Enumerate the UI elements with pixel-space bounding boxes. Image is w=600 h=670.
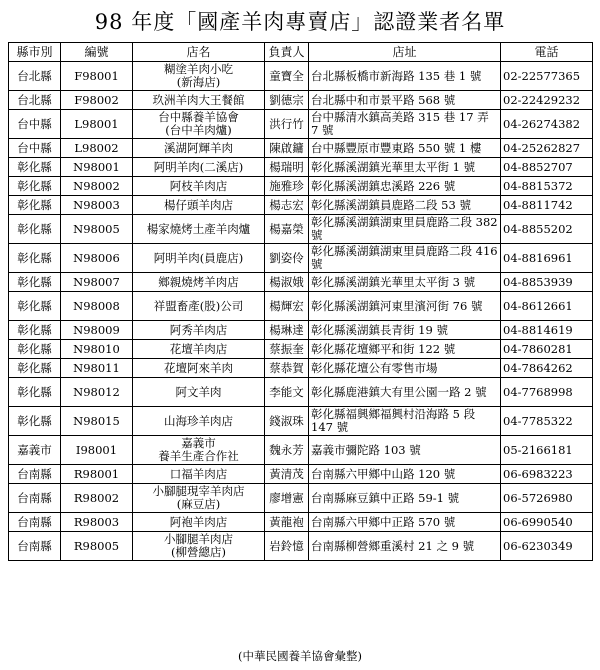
phone-cell: 04-26274382	[501, 110, 593, 139]
table-row	[9, 513, 593, 532]
table-header-row	[9, 43, 593, 62]
table-row	[9, 273, 593, 292]
store-name-cell	[133, 244, 265, 273]
city-cell: 彰化縣	[9, 321, 61, 340]
address-cell: 彰化縣花壇公有零售市場	[309, 359, 501, 378]
city-cell: 台南縣	[9, 484, 61, 513]
store-name-cell	[133, 139, 265, 158]
table-row	[9, 407, 593, 436]
store-name-cell	[133, 215, 265, 244]
source-note: (中華民國養羊協會彙整)	[238, 649, 362, 663]
phone-cell: 06-5726980	[501, 484, 593, 513]
table-row	[9, 158, 593, 177]
code-cell: F98001	[61, 62, 133, 91]
code-cell: R98003	[61, 513, 133, 532]
address-cell: 彰化縣福興鄉福興村沿海路 5 段 147 號	[309, 407, 501, 436]
store-name: 糊塗羊肉小吃	[164, 62, 233, 76]
store-branch: 養羊生產合作社	[158, 449, 239, 463]
store-name: 阿明羊肉(員鹿店)	[153, 250, 244, 265]
store-name: 阿秀羊肉店	[169, 322, 228, 337]
code-cell: N98007	[61, 273, 133, 292]
address-cell: 彰化縣溪湖鎮河東里濱河街 76 號	[309, 292, 501, 321]
address-cell: 彰化縣溪湖鎮忠溪路 226 號	[309, 177, 501, 196]
phone-cell: 05-2166181	[501, 436, 593, 465]
store-name: 阿明羊肉(二溪店)	[153, 159, 244, 174]
store-name: 花壇羊肉店	[169, 341, 228, 356]
address-cell: 台南縣麻豆鎮中正路 59-1 號	[309, 484, 501, 513]
owner-cell: 楊琳達	[265, 321, 309, 340]
store-name-cell	[133, 196, 265, 215]
store-name-cell	[133, 436, 265, 465]
certified-vendor-table	[8, 42, 593, 561]
phone-cell: 04-7860281	[501, 340, 593, 359]
code-cell: R98001	[61, 465, 133, 484]
address-cell: 彰化縣鹿港鎮大有里公園一路 2 號	[309, 378, 501, 407]
store-name: 阿袍羊肉店	[169, 514, 228, 529]
table-row	[9, 321, 593, 340]
store-name: 山海珍羊肉店	[164, 413, 233, 428]
address-cell: 彰化縣溪湖鎮光華里太平街 3 號	[309, 273, 501, 292]
page-title: 98 年度「國產羊肉專賣店」認證業者名單	[94, 10, 506, 34]
column-header-phone: 電話	[501, 43, 593, 62]
phone-cell: 04-7864262	[501, 359, 593, 378]
phone-cell: 02-22429232	[501, 91, 593, 110]
address-cell: 台南縣柳營鄉重溪村 21 之 9 號	[309, 532, 501, 561]
store-name: 小腳腿現宰羊肉店	[152, 484, 245, 498]
owner-cell: 廖增憲	[265, 484, 309, 513]
address-cell: 台南縣六甲鄉中山路 120 號	[309, 465, 501, 484]
owner-cell: 劉德宗	[265, 91, 309, 110]
store-name: 鄉親燒烤羊肉店	[158, 274, 239, 289]
column-header-owner: 負責人	[265, 43, 309, 62]
city-cell: 彰化縣	[9, 407, 61, 436]
address-cell: 台北縣中和市景平路 568 號	[309, 91, 501, 110]
store-name-cell	[133, 110, 265, 139]
table-row	[9, 139, 593, 158]
owner-cell: 岩鈴憶	[265, 532, 309, 561]
phone-cell: 06-6990540	[501, 513, 593, 532]
store-name-cell	[133, 378, 265, 407]
address-cell: 嘉義市彌陀路 103 號	[309, 436, 501, 465]
city-cell: 彰化縣	[9, 340, 61, 359]
owner-cell: 楊輝宏	[265, 292, 309, 321]
phone-cell: 04-8811742	[501, 196, 593, 215]
table-row	[9, 359, 593, 378]
table-row	[9, 91, 593, 110]
city-cell: 彰化縣	[9, 359, 61, 378]
phone-cell: 04-8855202	[501, 215, 593, 244]
address-cell: 彰化縣溪湖鎮光華里太平街 1 號	[309, 158, 501, 177]
city-cell: 彰化縣	[9, 273, 61, 292]
address-cell: 台南縣六甲鄉中正路 570 號	[309, 513, 501, 532]
store-name: 楊仔頭羊肉店	[164, 197, 233, 212]
store-name: 口福羊肉店	[169, 466, 228, 481]
code-cell: N98012	[61, 378, 133, 407]
owner-cell: 魏永芳	[265, 436, 309, 465]
store-name: 阿文羊肉	[175, 384, 222, 399]
column-header-code: 編號	[61, 43, 133, 62]
owner-cell: 童寶全	[265, 62, 309, 91]
code-cell: N98008	[61, 292, 133, 321]
owner-cell: 施雅珍	[265, 177, 309, 196]
owner-cell: 楊淑娥	[265, 273, 309, 292]
code-cell: N98003	[61, 196, 133, 215]
owner-cell: 楊瑞明	[265, 158, 309, 177]
owner-cell: 黃龍袍	[265, 513, 309, 532]
table-row	[9, 62, 593, 91]
address-cell: 彰化縣溪湖鎮湖東里員鹿路二段 416 號	[309, 244, 501, 273]
table-row	[9, 292, 593, 321]
store-branch: (柳營總店)	[171, 545, 226, 559]
city-cell: 彰化縣	[9, 215, 61, 244]
phone-cell: 04-8853939	[501, 273, 593, 292]
city-cell: 彰化縣	[9, 378, 61, 407]
address-cell: 台中縣清水鎮高美路 315 巷 17 弄 7 號	[309, 110, 501, 139]
store-branch: (麻豆店)	[176, 497, 221, 511]
code-cell: N98015	[61, 407, 133, 436]
column-header-city: 縣市別	[9, 43, 61, 62]
city-cell: 台南縣	[9, 465, 61, 484]
code-cell: N98002	[61, 177, 133, 196]
code-cell: F98002	[61, 91, 133, 110]
address-cell: 台中縣豐原市豐東路 550 號 1 樓	[309, 139, 501, 158]
phone-cell: 04-7785322	[501, 407, 593, 436]
code-cell: N98011	[61, 359, 133, 378]
table-row	[9, 532, 593, 561]
code-cell: R98005	[61, 532, 133, 561]
column-header-name: 店名	[133, 43, 265, 62]
city-cell: 台南縣	[9, 532, 61, 561]
owner-cell: 李能文	[265, 378, 309, 407]
store-name-cell	[133, 177, 265, 196]
owner-cell: 洪行竹	[265, 110, 309, 139]
store-name-cell	[133, 62, 265, 91]
city-cell: 彰化縣	[9, 292, 61, 321]
column-header-address: 店址	[309, 43, 501, 62]
address-cell: 彰化縣溪湖鎮員鹿路二段 53 號	[309, 196, 501, 215]
city-cell: 彰化縣	[9, 196, 61, 215]
phone-cell: 06-6983223	[501, 465, 593, 484]
store-name-cell	[133, 321, 265, 340]
code-cell: L98001	[61, 110, 133, 139]
store-name-cell	[133, 292, 265, 321]
store-name-cell	[133, 532, 265, 561]
store-name: 花壇阿來羊肉	[164, 360, 233, 375]
store-branch: (新海店)	[176, 75, 221, 89]
store-name-cell	[133, 359, 265, 378]
store-name-cell	[133, 484, 265, 513]
table-row	[9, 436, 593, 465]
city-cell: 台北縣	[9, 91, 61, 110]
store-name: 溪湖阿輝羊肉	[164, 140, 233, 155]
code-cell: N98005	[61, 215, 133, 244]
store-name-cell	[133, 465, 265, 484]
owner-cell: 錢淑珠	[265, 407, 309, 436]
owner-cell: 黃清茂	[265, 465, 309, 484]
owner-cell: 陳啟鏞	[265, 139, 309, 158]
address-cell: 彰化縣溪湖鎮長青街 19 號	[309, 321, 501, 340]
store-name: 小腳腿羊肉店	[164, 532, 233, 546]
table-row	[9, 177, 593, 196]
table-row	[9, 340, 593, 359]
table-row	[9, 196, 593, 215]
phone-cell: 04-8612661	[501, 292, 593, 321]
store-name-cell	[133, 273, 265, 292]
phone-cell: 02-22577365	[501, 62, 593, 91]
city-cell: 台北縣	[9, 62, 61, 91]
phone-cell: 06-6230349	[501, 532, 593, 561]
table-row	[9, 215, 593, 244]
city-cell: 台中縣	[9, 110, 61, 139]
phone-cell: 04-8816961	[501, 244, 593, 273]
code-cell: N98001	[61, 158, 133, 177]
owner-cell: 楊志宏	[265, 196, 309, 215]
store-name: 阿枝羊肉店	[169, 178, 228, 193]
store-name: 玖洲羊肉大王餐館	[152, 92, 245, 107]
city-cell: 彰化縣	[9, 177, 61, 196]
store-name: 楊家燒烤土產羊肉爐	[146, 221, 251, 236]
owner-cell: 楊嘉榮	[265, 215, 309, 244]
store-name-cell	[133, 407, 265, 436]
store-branch: (台中羊肉爐)	[165, 123, 232, 137]
city-cell: 彰化縣	[9, 158, 61, 177]
store-name: 祥盟畜產(股)公司	[153, 298, 244, 313]
city-cell: 台中縣	[9, 139, 61, 158]
store-name-cell	[133, 91, 265, 110]
owner-cell: 蔡恭賀	[265, 359, 309, 378]
code-cell: R98002	[61, 484, 133, 513]
phone-cell: 04-25262827	[501, 139, 593, 158]
table-row	[9, 465, 593, 484]
code-cell: N98006	[61, 244, 133, 273]
table-row	[9, 110, 593, 139]
table-row	[9, 378, 593, 407]
city-cell: 嘉義市	[9, 436, 61, 465]
store-name-cell	[133, 340, 265, 359]
code-cell: N98010	[61, 340, 133, 359]
phone-cell: 04-8814619	[501, 321, 593, 340]
phone-cell: 04-7768998	[501, 378, 593, 407]
store-name-cell	[133, 513, 265, 532]
store-name-cell	[133, 158, 265, 177]
code-cell: L98002	[61, 139, 133, 158]
city-cell: 彰化縣	[9, 244, 61, 273]
code-cell: I98001	[61, 436, 133, 465]
address-cell: 台北縣板橋市新海路 135 巷 1 號	[309, 62, 501, 91]
table-row	[9, 484, 593, 513]
store-name: 嘉義市	[181, 436, 216, 450]
phone-cell: 04-8815372	[501, 177, 593, 196]
address-cell: 彰化縣花壇鄉平和街 122 號	[309, 340, 501, 359]
phone-cell: 04-8852707	[501, 158, 593, 177]
address-cell: 彰化縣溪湖鎮湖東里員鹿路二段 382 號	[309, 215, 501, 244]
table-row	[9, 244, 593, 273]
city-cell: 台南縣	[9, 513, 61, 532]
code-cell: N98009	[61, 321, 133, 340]
owner-cell: 劉姿伶	[265, 244, 309, 273]
store-name: 台中縣養羊協會	[158, 110, 239, 124]
owner-cell: 蔡振奎	[265, 340, 309, 359]
